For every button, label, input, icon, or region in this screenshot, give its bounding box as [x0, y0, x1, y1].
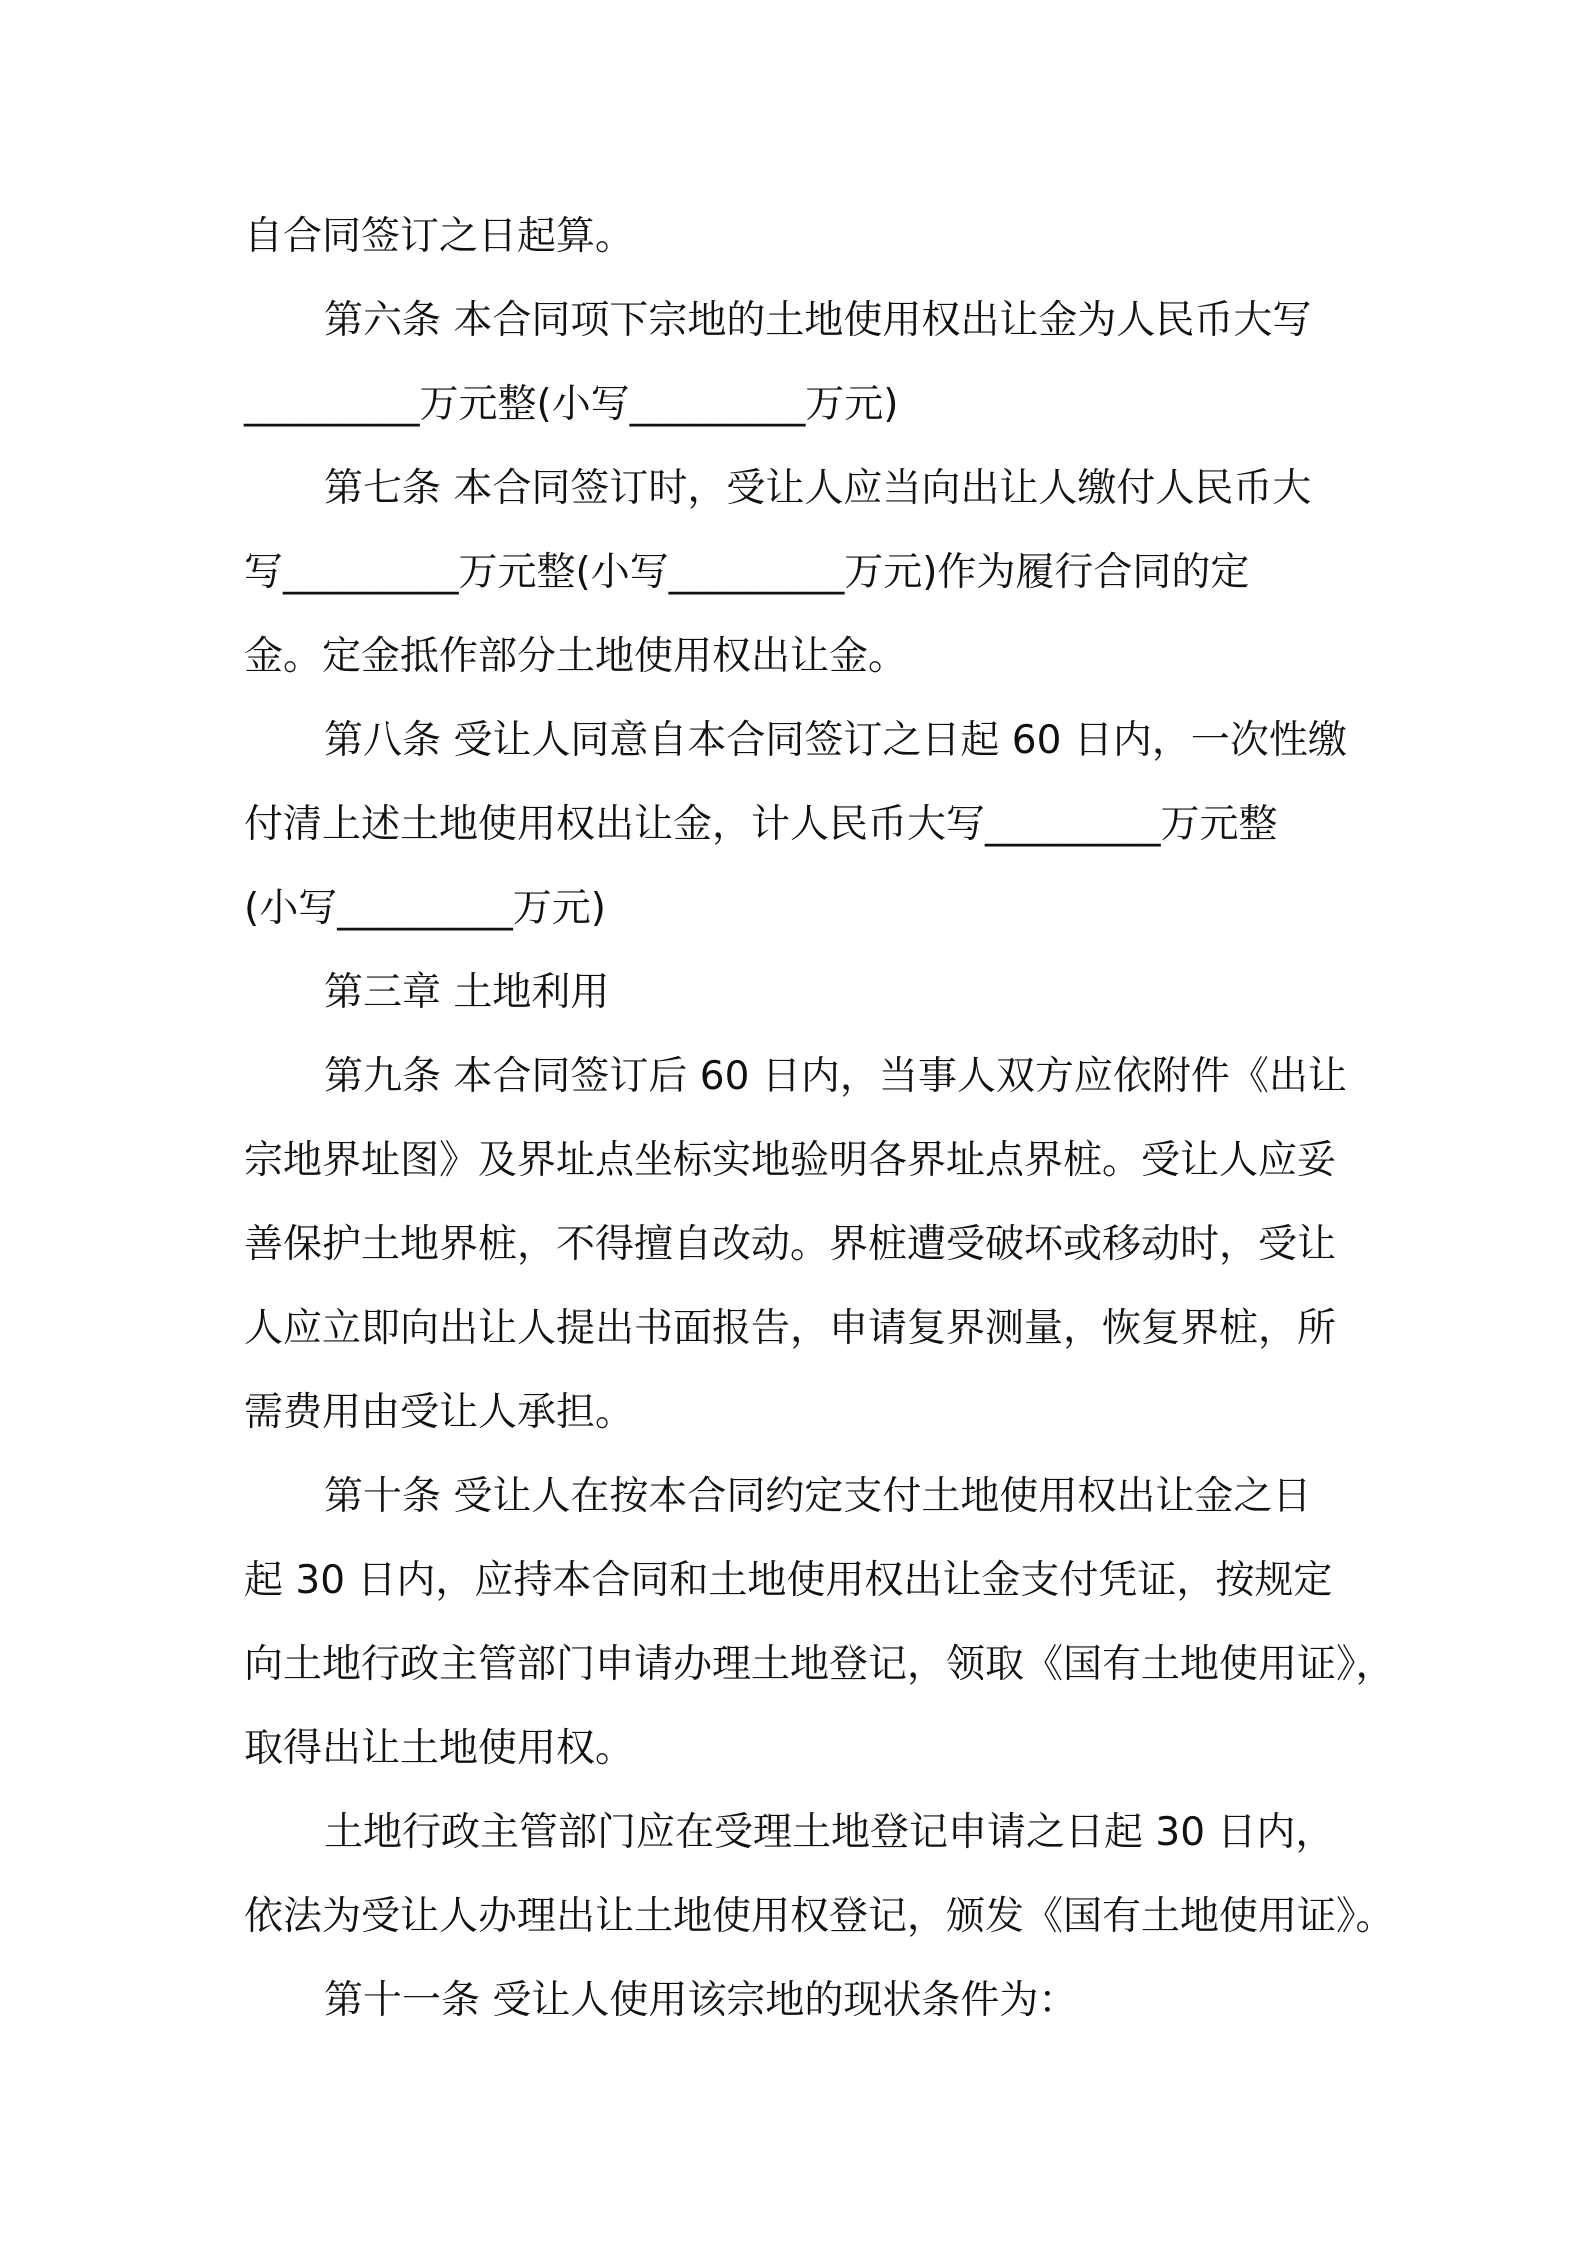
article-8-line-3: (小写_________万元) [244, 886, 606, 931]
chapter-3-heading: 第三章 土地利用 [324, 970, 610, 1015]
article-8-line-2: 付清上述土地使用权出让金，计人民币大写_________万元整 [244, 802, 1278, 847]
article-9-line-1: 第九条 本合同签订后 60 日内，当事人双方应依附件《出让 [324, 1054, 1347, 1099]
article-6-line-2: _________万元整(小写_________万元) [244, 382, 899, 427]
article-10-line-3: 向土地行政主管部门申请办理土地登记，领取《国有土地使用证》， [244, 1642, 1395, 1687]
paragraph-registration-line-2: 依法为受让人办理出让土地使用权登记，颁发《国有土地使用证》。 [244, 1894, 1395, 1939]
article-9-line-5: 需费用由受让人承担。 [244, 1390, 635, 1435]
article-9-line-2: 宗地界址图》及界址点坐标实地验明各界址点界桩。受让人应妥 [244, 1138, 1337, 1183]
article-7-line-1: 第七条 本合同签订时，受让人应当向出让人缴付人民币大 [324, 466, 1312, 511]
article-7-line-3: 金。定金抵作部分土地使用权出让金。 [244, 634, 908, 679]
article-10-line-1: 第十条 受让人在按本合同约定支付土地使用权出让金之日 [324, 1474, 1312, 1519]
paragraph-registration-line-1: 土地行政主管部门应在受理土地登记申请之日起 30 日内， [324, 1810, 1335, 1855]
article-10-line-4: 取得出让土地使用权。 [244, 1726, 635, 1771]
article-10-line-2: 起 30 日内，应持本合同和土地使用权出让金支付凭证，按规定 [244, 1558, 1333, 1603]
article-7-line-2: 写_________万元整(小写_________万元)作为履行合同的定 [244, 550, 1250, 595]
article-11-line-1: 第十一条 受让人使用该宗地的现状条件为： [324, 1978, 1078, 2023]
article-6-line-1: 第六条 本合同项下宗地的土地使用权出让金为人民币大写 [324, 298, 1312, 343]
article-8-line-1: 第八条 受让人同意自本合同签订之日起 60 日内，一次性缴 [324, 718, 1347, 763]
article-9-line-4: 人应立即向出让人提出书面报告，申请复界测量，恢复界桩，所 [244, 1306, 1337, 1351]
text-line: 自合同签订之日起算。 [244, 214, 635, 259]
document-body [244, 195, 1395, 2043]
article-9-line-3: 善保护土地界桩，不得擅自改动。界桩遭受破坏或移动时，受让 [244, 1222, 1337, 1267]
